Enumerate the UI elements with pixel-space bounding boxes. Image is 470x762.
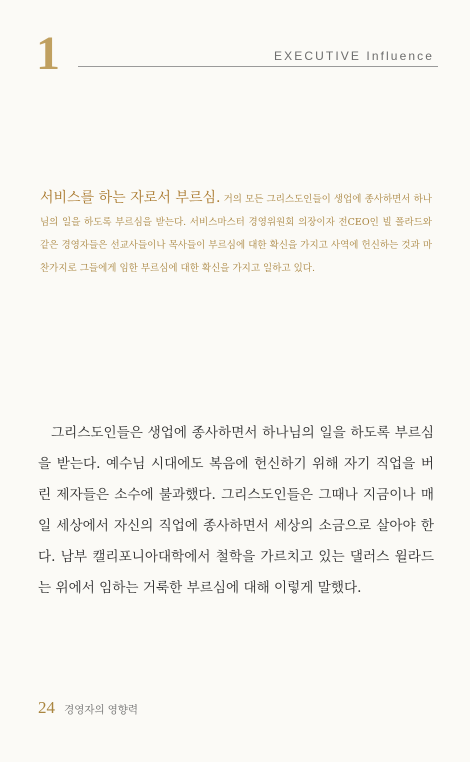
body-paragraph: 그리스도인들은 생업에 종사하면서 하나님의 일을 하도록 부르심을 받는다. 예수님 시대에도 복음에 헌신하기 위해 자기 직업을 버린 제자들은 소수에 불과했다. 그리스도인들은 그때나 지금이나 매일 세상에서 자신의 직업에 종사하면서 세상의 소금으로 살아야 한다. 남부 캘리포니아대학에서 철학을 가르치고 있는 댈러스 윌라드는 위에서 임하는 거룩한 부르심에 대해 이렇게 말했다. bbox=[38, 425, 434, 596]
section-title: EXECUTIVE Influence bbox=[274, 49, 434, 63]
header-rule bbox=[78, 66, 438, 67]
callout-lead: 서비스를 하는 자로서 부르심. bbox=[40, 190, 221, 206]
page-footer bbox=[38, 698, 138, 718]
chapter-number: 1 bbox=[36, 27, 60, 80]
page-number: 24 bbox=[38, 698, 55, 717]
callout-box bbox=[40, 187, 432, 280]
callout-text: 거의 모든 그리스도인들이 생업에 종사하면서 하나님의 일을 하도록 부르심을 받는다. 서비스마스터 경영위원회 의장이자 전CEO인 빌 폴라드와 같은 경영자들은 선교사들이나 목사들이 부르심에 대한 확신을 가지고 사역에 헌신하는 것과 마찬가지로 그들에게 임한 부르심에 대한 확신을 가지고 일하고 있다. bbox=[40, 194, 432, 274]
running-title: 경영자의 영향력 bbox=[64, 704, 139, 716]
